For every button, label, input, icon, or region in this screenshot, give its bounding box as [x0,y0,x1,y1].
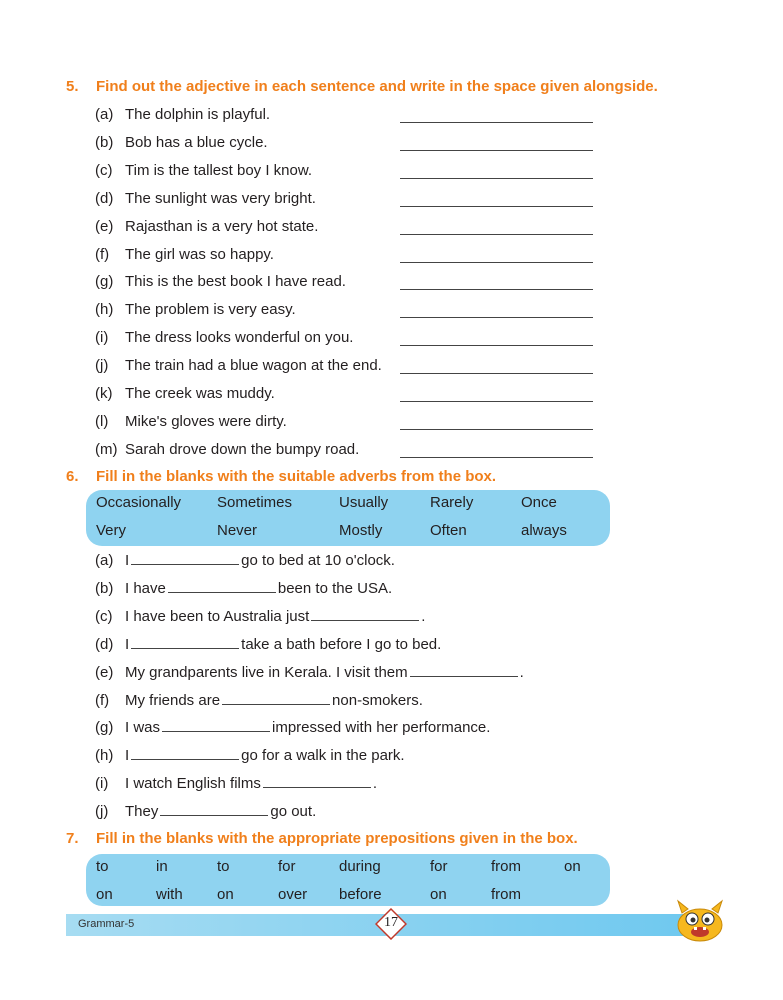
q6-item-text-after: impressed with her performance. [272,719,491,737]
q6-item [95,690,423,712]
q6-item-label: (g) [95,719,114,737]
q5-heading [66,78,658,95]
q5-answer-line[interactable] [400,373,593,374]
q6-blank[interactable] [162,717,270,732]
q6-box-word: Very [96,522,127,539]
q5-item-label: (f) [95,245,110,263]
q5-number: 5. [66,78,79,95]
q5-item-text: Rajasthan is a very hot state. [125,217,319,235]
monster-mascot-icon [672,895,728,943]
q6-blank[interactable] [160,801,268,816]
q5-item [95,355,382,377]
q6-item-label: (h) [95,747,114,765]
footer-book-title: Grammar-5 [78,918,135,930]
q6-item [95,606,425,628]
q5-item [95,411,287,433]
q6-blank[interactable] [263,773,371,788]
q5-item [95,244,274,266]
q5-item-text: The train had a blue wagon at the end. [125,357,382,375]
page-number: 17 [384,915,398,930]
q7-box-word: for [430,858,448,875]
q6-item-label: (a) [95,552,114,569]
q6-item-text-after: been to the USA. [277,579,393,597]
q5-item-label: (k) [95,385,113,402]
q5-answer-line[interactable] [400,178,593,179]
q6-item [95,801,316,823]
q6-item-text-before: I [125,552,130,569]
q7-box-word: on [217,886,234,903]
q5-item-label: (b) [95,133,114,151]
q6-blank[interactable] [222,690,330,705]
q6-heading [66,468,496,485]
q5-item [95,104,270,126]
q7-box-word: to [96,858,109,875]
q5-item [95,188,316,210]
q6-item [95,550,395,572]
q6-box-word: Sometimes [217,494,293,511]
q5-item [95,216,318,238]
q6-number: 6. [66,468,79,485]
q6-item-text-before: I [125,635,130,653]
q6-box-word: Usually [339,494,389,511]
q7-title: Fill in the blanks with the appropriate prepositions given in the box. [96,830,578,847]
q6-item-text-after: go out. [270,803,317,821]
q5-item-label: (i) [95,329,109,347]
q6-title: Fill in the blanks with the suitable adverbs from the box. [96,468,497,485]
q7-box-word: before [339,886,382,903]
q6-item [95,634,441,656]
q6-blank[interactable] [131,550,239,565]
q5-item-label: (a) [95,106,114,123]
q6-item-text-after: . [372,775,378,793]
q6-box-word: always [521,522,567,539]
q7-box-word: over [278,886,308,903]
q6-blank[interactable] [131,634,239,649]
q5-answer-line[interactable] [400,345,593,346]
q6-item-label: (j) [95,803,109,821]
q5-item-text: Bob has a blue cycle. [125,133,268,151]
q6-item-text-after: . [519,663,524,681]
q5-answer-line[interactable] [400,150,593,151]
q6-item [95,773,377,795]
q5-item-text: The dress looks wonderful on you. [125,329,354,347]
q6-item [95,662,524,684]
q5-answer-line[interactable] [400,457,593,458]
q6-item-text-before: They [125,803,159,821]
q6-blank[interactable] [311,606,419,621]
q6-item [95,578,392,600]
q5-answer-line[interactable] [400,234,593,235]
q5-item-label: (g) [95,273,114,291]
q6-item [95,717,490,739]
q5-item [95,439,359,461]
q7-box-word: from [491,858,521,875]
q6-blank[interactable] [168,578,276,593]
q5-item-label: (h) [95,301,114,319]
q6-box-word: Often [430,522,467,539]
q7-box-word: during [339,858,381,875]
q5-item-text: The dolphin is playful. [125,106,271,123]
q6-item-text-after: go for a walk in the park. [241,747,405,765]
q5-answer-line[interactable] [400,289,593,290]
q6-item-text-after: take a bath before I go to bed. [241,635,442,653]
q5-item-label: (m) [95,440,118,458]
q5-item [95,132,268,154]
q6-item-text-before: My friends are [125,691,221,709]
q6-box-word: Occasionally [96,494,182,511]
q5-answer-line[interactable] [400,401,593,402]
q5-answer-line[interactable] [400,262,593,263]
q5-title: Find out the adjective in each sentence and write in the space given alongside. [96,78,658,95]
q5-answer-line[interactable] [400,317,593,318]
q7-heading [66,830,578,847]
q5-answer-line[interactable] [400,429,593,430]
q6-item-label: (b) [95,579,114,597]
q5-item [95,383,275,405]
q6-blank[interactable] [410,662,518,677]
q6-item-label: (f) [95,691,110,709]
q7-box-word: on [564,858,581,875]
q6-item [95,745,405,767]
q7-box-word: on [96,886,113,903]
q5-item-label: (l) [95,412,109,430]
q7-box-word: on [430,886,447,903]
q5-answer-line[interactable] [400,122,593,123]
q6-box-word: Rarely [430,494,474,511]
q5-item-text: The problem is very easy. [125,301,296,319]
q6-item-text-before: I was [125,719,161,737]
q6-blank[interactable] [131,745,239,760]
q5-item-text: This is the best book I have read. [125,273,346,291]
q5-item-label: (e) [95,217,114,235]
q6-item-text-after: go to bed at 10 o'clock. [241,552,395,569]
q6-item-label: (i) [95,775,109,793]
q5-item [95,160,312,182]
q5-answer-line[interactable] [400,206,593,207]
q6-item-label: (d) [95,635,114,653]
q5-item-label: (c) [95,161,113,179]
q7-box-word: with [156,886,183,903]
q6-box-word: Mostly [339,522,383,539]
q5-item-text: Mike's gloves were dirty. [125,412,287,430]
q5-item [95,327,353,349]
q6-box-word: Never [217,522,258,539]
q5-item-text: Sarah drove down the bumpy road. [125,440,360,458]
q7-number: 7. [66,830,79,847]
q7-box-word: in [156,858,168,875]
q6-item-label: (e) [95,663,114,681]
q6-item-text-before: I [125,747,130,765]
q5-item-label: (d) [95,189,114,207]
q7-box-word: from [491,886,521,903]
q6-item-text-before: I have been to Australia just [125,607,310,625]
q5-item-text: The girl was so happy. [125,245,274,263]
q6-item-text-before: My grandparents live in Kerala. I visit them [125,663,408,681]
q6-item-text-before: I have [125,579,166,597]
q5-item-label: (j) [95,357,109,375]
q5-item [95,271,346,293]
q5-item [95,299,296,321]
q5-item-text: Tim is the tallest boy I know. [125,161,313,179]
q6-item-label: (c) [95,607,113,625]
q6-item-text-after: non-smokers. [332,691,423,709]
q7-box-word: for [278,858,296,875]
q6-item-text-after: . [421,607,426,625]
q5-item-text: The creek was muddy. [125,385,275,402]
q6-box-word: Once [521,494,557,511]
q6-item-text-before: I watch English films [125,775,261,793]
q7-box-word: to [217,858,230,875]
q5-item-text: The sunlight was very bright. [125,189,316,207]
